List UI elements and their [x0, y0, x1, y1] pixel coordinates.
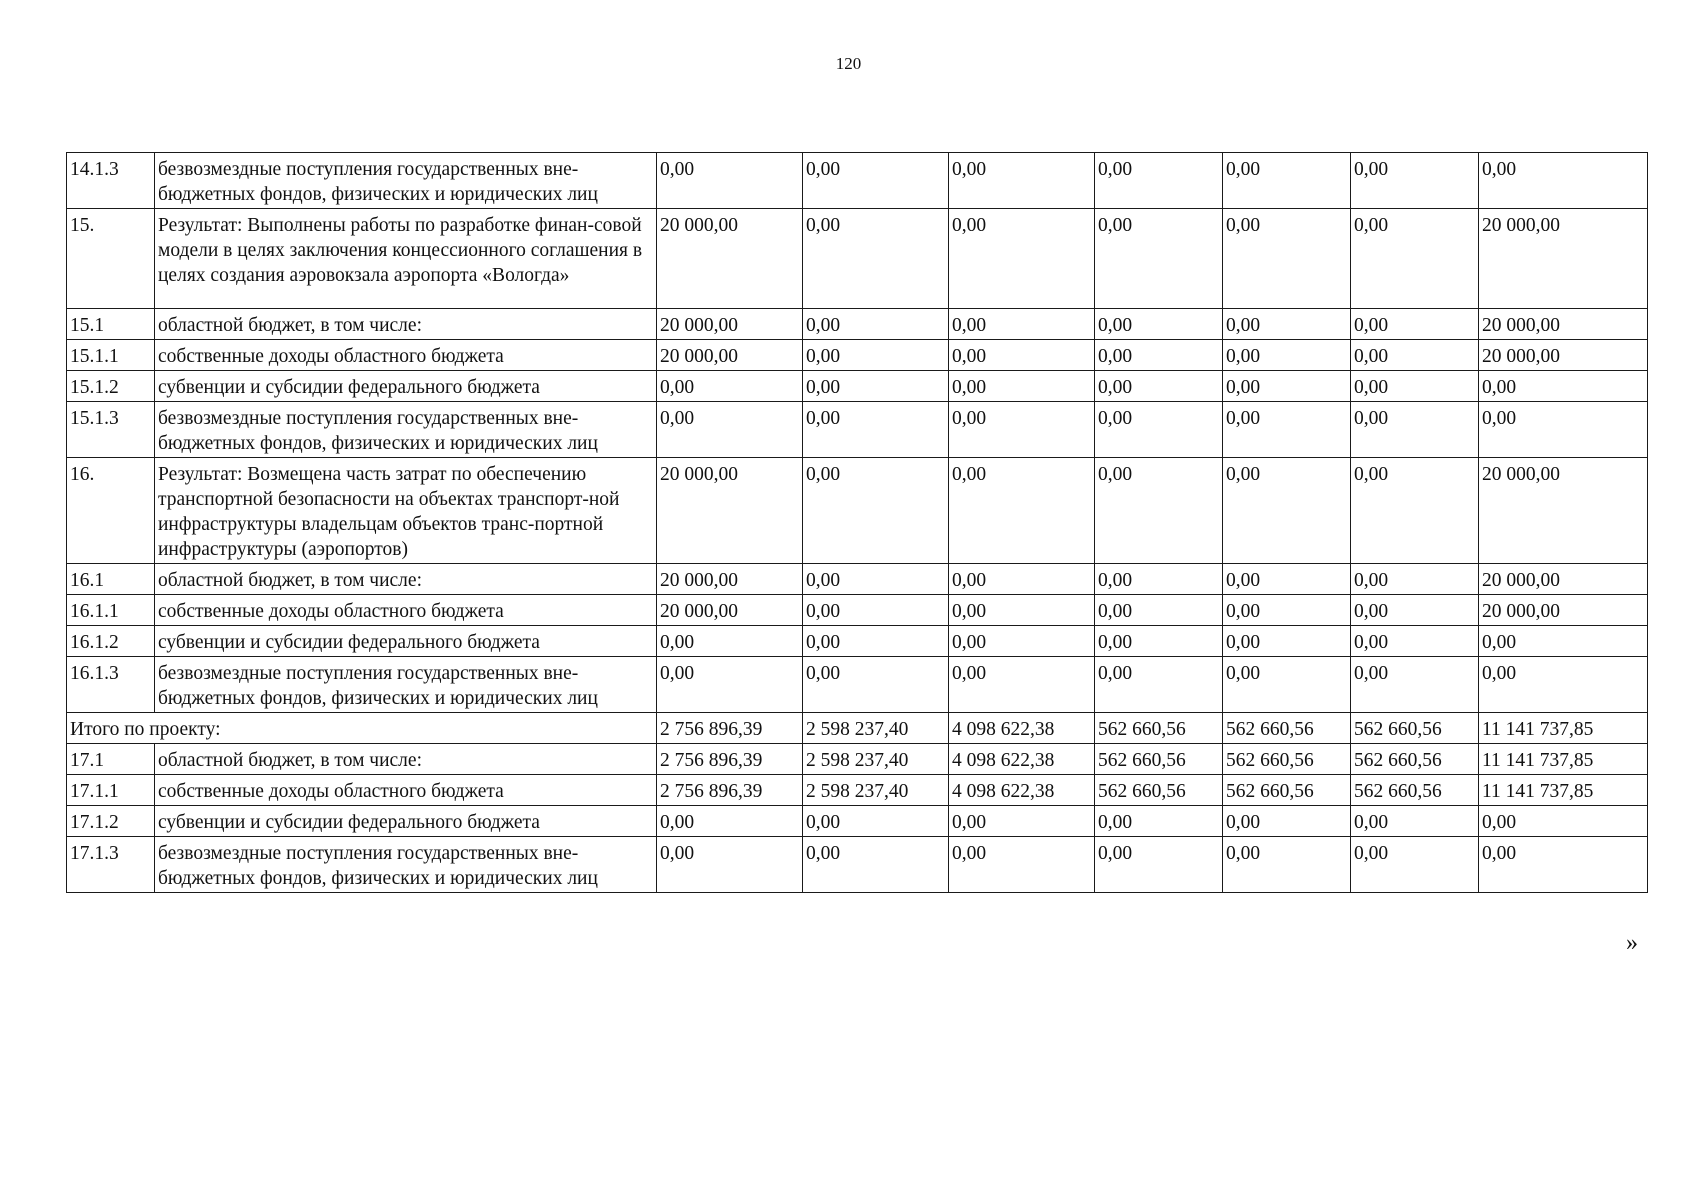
table-body	[67, 153, 1648, 893]
description-cell: Результат: Возмещена часть затрат по обеспечению транспортной безопасности на объектах транспорт-ной инфраструктуры владельцам объектов транс-портной инфраструктуры (аэропортов)	[155, 458, 657, 564]
value-cell: 2 598 237,40	[803, 713, 949, 744]
description-cell: областной бюджет, в том числе:	[155, 309, 657, 340]
row-number-cell: 17.1.3	[67, 837, 155, 893]
value-cell: 0,00	[949, 209, 1095, 309]
row-number-cell: 15.	[67, 209, 155, 309]
value-cell: 0,00	[949, 340, 1095, 371]
value-cell: 20 000,00	[657, 209, 803, 309]
total-value-cell: 20 000,00	[1479, 309, 1648, 340]
value-cell: 0,00	[1223, 837, 1351, 893]
description-cell: Результат: Выполнены работы по разработке финан-совой модели в целях заключения концессионного соглашения в целях создания аэровокзала аэропорта «Вологда»	[155, 209, 657, 309]
row-number-cell: 15.1.2	[67, 371, 155, 402]
value-cell: 0,00	[1095, 309, 1223, 340]
description-cell: собственные доходы областного бюджета	[155, 340, 657, 371]
row-number-cell: 16.1	[67, 564, 155, 595]
total-value-cell: 0,00	[1479, 626, 1648, 657]
value-cell: 0,00	[1095, 153, 1223, 209]
value-cell: 0,00	[1223, 458, 1351, 564]
value-cell: 0,00	[1351, 626, 1479, 657]
total-value-cell: 11 141 737,85	[1479, 775, 1648, 806]
value-cell: 0,00	[1095, 626, 1223, 657]
value-cell: 4 098 622,38	[949, 775, 1095, 806]
value-cell: 0,00	[1223, 564, 1351, 595]
description-cell: безвозмездные поступления государственных вне-бюджетных фондов, физических и юридических лиц	[155, 402, 657, 458]
value-cell: 0,00	[803, 837, 949, 893]
total-value-cell: 20 000,00	[1479, 209, 1648, 309]
row-number-cell: 16.	[67, 458, 155, 564]
value-cell: 562 660,56	[1095, 744, 1223, 775]
value-cell: 0,00	[1351, 153, 1479, 209]
value-cell: 0,00	[949, 626, 1095, 657]
row-number-cell: 17.1.2	[67, 806, 155, 837]
table-row	[67, 458, 1648, 564]
table-row	[67, 402, 1648, 458]
total-value-cell: 20 000,00	[1479, 458, 1648, 564]
table-row	[67, 713, 1648, 744]
value-cell: 20 000,00	[657, 309, 803, 340]
value-cell: 0,00	[1223, 402, 1351, 458]
value-cell: 0,00	[1223, 209, 1351, 309]
description-cell: субвенции и субсидии федерального бюджета	[155, 806, 657, 837]
value-cell: 0,00	[949, 657, 1095, 713]
value-cell: 2 598 237,40	[803, 744, 949, 775]
table-row	[67, 744, 1648, 775]
description-cell: собственные доходы областного бюджета	[155, 775, 657, 806]
value-cell: 0,00	[949, 402, 1095, 458]
value-cell: 0,00	[1223, 340, 1351, 371]
value-cell: 20 000,00	[657, 595, 803, 626]
value-cell: 0,00	[949, 595, 1095, 626]
value-cell: 0,00	[1095, 564, 1223, 595]
value-cell: 0,00	[1351, 340, 1479, 371]
value-cell: 0,00	[1351, 837, 1479, 893]
total-value-cell: 0,00	[1479, 153, 1648, 209]
table-row	[67, 153, 1648, 209]
value-cell: 0,00	[803, 309, 949, 340]
value-cell: 0,00	[1095, 595, 1223, 626]
value-cell: 0,00	[803, 153, 949, 209]
value-cell: 0,00	[949, 458, 1095, 564]
total-value-cell: 11 141 737,85	[1479, 744, 1648, 775]
value-cell: 4 098 622,38	[949, 713, 1095, 744]
value-cell: 0,00	[1223, 595, 1351, 626]
value-cell: 4 098 622,38	[949, 744, 1095, 775]
value-cell: 0,00	[803, 371, 949, 402]
value-cell: 0,00	[803, 209, 949, 309]
value-cell: 0,00	[1351, 595, 1479, 626]
value-cell: 0,00	[657, 837, 803, 893]
value-cell: 0,00	[1095, 402, 1223, 458]
table-row	[67, 775, 1648, 806]
value-cell: 0,00	[1223, 371, 1351, 402]
total-value-cell: 20 000,00	[1479, 340, 1648, 371]
value-cell: 0,00	[657, 371, 803, 402]
value-cell: 0,00	[1095, 657, 1223, 713]
value-cell: 0,00	[1095, 837, 1223, 893]
description-cell: безвозмездные поступления государственных вне-бюджетных фондов, физических и юридических лиц	[155, 837, 657, 893]
budget-table	[66, 152, 1648, 893]
description-cell: безвозмездные поступления государственных вне-бюджетных фондов, физических и юридических лиц	[155, 657, 657, 713]
value-cell: 0,00	[1351, 458, 1479, 564]
description-cell: областной бюджет, в том числе:	[155, 564, 657, 595]
total-label-cell: Итого по проекту:	[67, 713, 657, 744]
value-cell: 2 756 896,39	[657, 744, 803, 775]
value-cell: 0,00	[949, 371, 1095, 402]
value-cell: 0,00	[1351, 806, 1479, 837]
total-value-cell: 20 000,00	[1479, 564, 1648, 595]
value-cell: 0,00	[1095, 371, 1223, 402]
description-cell: собственные доходы областного бюджета	[155, 595, 657, 626]
value-cell: 0,00	[949, 806, 1095, 837]
value-cell: 0,00	[803, 657, 949, 713]
value-cell: 0,00	[1223, 657, 1351, 713]
row-number-cell: 16.1.2	[67, 626, 155, 657]
value-cell: 20 000,00	[657, 340, 803, 371]
total-value-cell: 0,00	[1479, 806, 1648, 837]
value-cell: 0,00	[657, 806, 803, 837]
table-row	[67, 340, 1648, 371]
value-cell: 0,00	[1223, 153, 1351, 209]
value-cell: 562 660,56	[1223, 744, 1351, 775]
value-cell: 0,00	[1351, 309, 1479, 340]
value-cell: 562 660,56	[1223, 713, 1351, 744]
value-cell: 562 660,56	[1095, 775, 1223, 806]
value-cell: 0,00	[803, 806, 949, 837]
value-cell: 0,00	[1351, 371, 1479, 402]
value-cell: 562 660,56	[1351, 713, 1479, 744]
row-number-cell: 15.1.1	[67, 340, 155, 371]
table-row	[67, 209, 1648, 309]
value-cell: 0,00	[803, 564, 949, 595]
value-cell: 0,00	[1351, 402, 1479, 458]
value-cell: 0,00	[949, 153, 1095, 209]
table-row	[67, 595, 1648, 626]
row-number-cell: 17.1.1	[67, 775, 155, 806]
total-value-cell: 11 141 737,85	[1479, 713, 1648, 744]
description-cell: областной бюджет, в том числе:	[155, 744, 657, 775]
row-number-cell: 14.1.3	[67, 153, 155, 209]
value-cell: 0,00	[1095, 340, 1223, 371]
value-cell: 0,00	[949, 564, 1095, 595]
value-cell: 0,00	[1223, 806, 1351, 837]
row-number-cell: 16.1.1	[67, 595, 155, 626]
row-number-cell: 17.1	[67, 744, 155, 775]
table-row	[67, 309, 1648, 340]
page-number: 120	[835, 54, 862, 73]
value-cell: 0,00	[1095, 806, 1223, 837]
value-cell: 0,00	[1223, 626, 1351, 657]
value-cell: 0,00	[949, 837, 1095, 893]
value-cell: 0,00	[1095, 458, 1223, 564]
total-value-cell: 0,00	[1479, 371, 1648, 402]
total-value-cell: 20 000,00	[1479, 595, 1648, 626]
table-row	[67, 626, 1648, 657]
description-cell: субвенции и субсидии федерального бюджета	[155, 371, 657, 402]
value-cell: 0,00	[803, 340, 949, 371]
value-cell: 2 756 896,39	[657, 713, 803, 744]
value-cell: 0,00	[1223, 309, 1351, 340]
value-cell: 20 000,00	[657, 564, 803, 595]
row-number-cell: 16.1.3	[67, 657, 155, 713]
value-cell: 0,00	[657, 626, 803, 657]
value-cell: 0,00	[1351, 657, 1479, 713]
table-row	[67, 806, 1648, 837]
value-cell: 562 660,56	[1095, 713, 1223, 744]
description-cell: безвозмездные поступления государственных вне-бюджетных фондов, физических и юридических лиц	[155, 153, 657, 209]
total-value-cell: 0,00	[1479, 402, 1648, 458]
total-value-cell: 0,00	[1479, 837, 1648, 893]
table-row	[67, 371, 1648, 402]
table-row	[67, 657, 1648, 713]
value-cell: 562 660,56	[1223, 775, 1351, 806]
value-cell: 0,00	[657, 153, 803, 209]
value-cell: 0,00	[803, 626, 949, 657]
value-cell: 0,00	[1351, 209, 1479, 309]
table-row	[67, 564, 1648, 595]
value-cell: 2 756 896,39	[657, 775, 803, 806]
value-cell: 0,00	[1351, 564, 1479, 595]
row-number-cell: 15.1	[67, 309, 155, 340]
value-cell: 0,00	[1095, 209, 1223, 309]
row-number-cell: 15.1.3	[67, 402, 155, 458]
value-cell: 0,00	[657, 657, 803, 713]
table-row	[67, 837, 1648, 893]
value-cell: 562 660,56	[1351, 744, 1479, 775]
value-cell: 0,00	[803, 595, 949, 626]
description-cell: субвенции и субсидии федерального бюджета	[155, 626, 657, 657]
value-cell: 0,00	[949, 309, 1095, 340]
value-cell: 0,00	[803, 458, 949, 564]
value-cell: 0,00	[657, 402, 803, 458]
value-cell: 20 000,00	[657, 458, 803, 564]
value-cell: 0,00	[803, 402, 949, 458]
closing-quote-mark: »	[1626, 930, 1638, 956]
total-value-cell: 0,00	[1479, 657, 1648, 713]
value-cell: 562 660,56	[1351, 775, 1479, 806]
value-cell: 2 598 237,40	[803, 775, 949, 806]
